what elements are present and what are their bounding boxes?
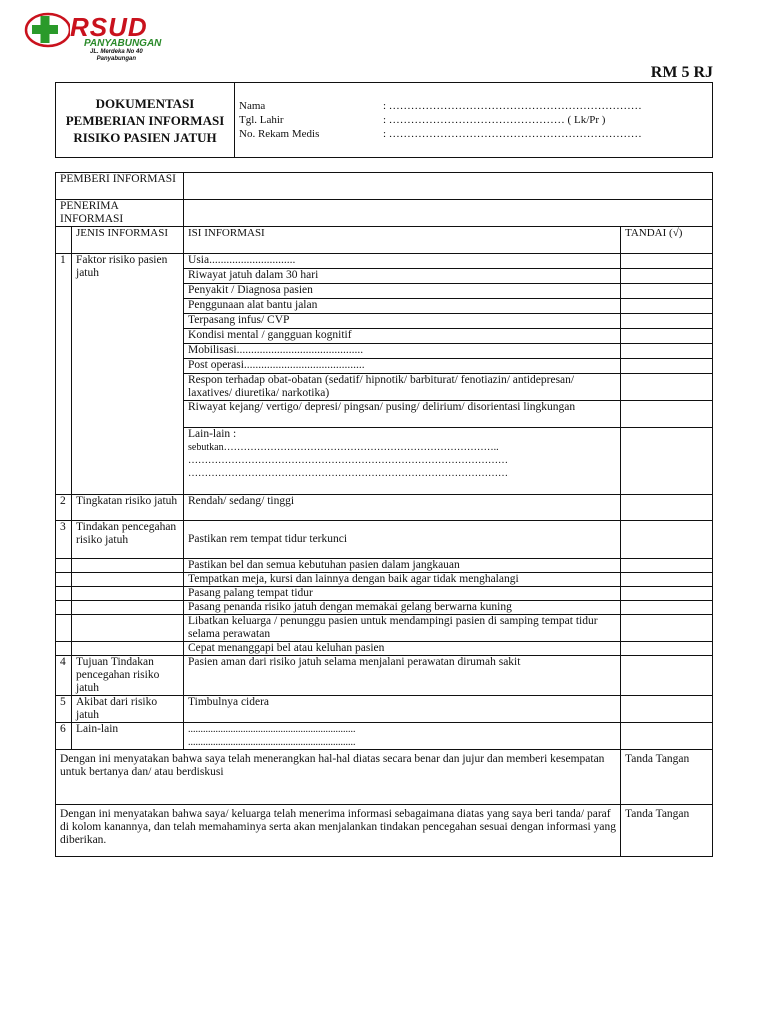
info-item-lain-lain (184, 428, 621, 495)
form-code: RM 5 RJ (650, 64, 713, 81)
info-item-lain-lain (184, 723, 621, 750)
info-item: Kondisi mental / gangguan kognitif (184, 329, 621, 344)
empty-cell (72, 559, 184, 573)
statement-row (56, 805, 713, 857)
info-item: Tempatkan meja, kursi dan lainnya dengan baik agar tidak menghalangi (184, 573, 621, 587)
lain-lain-line[interactable]: …………………………………………………………………………………… (188, 455, 509, 466)
table-row (56, 601, 713, 615)
check-cell[interactable] (621, 269, 713, 284)
check-cell[interactable] (621, 601, 713, 615)
check-cell[interactable] (621, 359, 713, 374)
section-number: 1 (56, 254, 72, 495)
lain-lain-line[interactable]: ................................................................... (188, 737, 356, 748)
field-value[interactable]: : …………………………………………………………… (383, 128, 642, 140)
info-item: Post operasi.......................................... (184, 359, 621, 374)
field-tgl-lahir[interactable] (239, 113, 712, 127)
table-row (56, 521, 713, 559)
empty-cell (72, 615, 184, 642)
empty-cell (56, 587, 72, 601)
signature-label[interactable]: Tanda Tangan (621, 805, 713, 857)
info-item: Terpasang infus/ CVP (184, 314, 621, 329)
empty-cell (72, 601, 184, 615)
table-row (56, 495, 713, 521)
table-row (56, 723, 713, 750)
field-value[interactable]: : ………………………………………… ( Lk/Pr ) (383, 114, 606, 126)
section-label: Faktor risiko pasien jatuh (72, 254, 184, 495)
check-cell[interactable] (621, 344, 713, 359)
lain-lain-line[interactable]: …………………………………………………………………………………… (188, 468, 509, 479)
statement-row (56, 750, 713, 805)
pemberi-label: PEMBERI INFORMASI (56, 173, 184, 200)
table-row (56, 642, 713, 656)
field-value[interactable]: : …………………………………………………………… (383, 100, 642, 112)
pemberi-row (56, 173, 713, 200)
column-header-row (56, 227, 713, 254)
tandai-header: TANDAI (√) (621, 227, 713, 254)
num-header (56, 227, 72, 254)
section-label: Tindakan pencegahan risiko jatuh (72, 521, 184, 559)
statement-text: Dengan ini menyatakan bahwa saya/ keluarga telah menerima informasi sebagaimana diatas yang saya beri tanda/ paraf di kolom kanannya, dan telah memahaminya serta akan menjalankan tindakan pencegahan sesuai dengan informasi yang diberikan. (56, 805, 621, 857)
header-box (55, 82, 713, 158)
logo-address-line-2: Panyabungan (96, 56, 137, 62)
lain-lain-label: Lain-lain : (188, 428, 237, 440)
logo-address-line-1: JL. Merdeka No 40 (90, 49, 143, 55)
info-item: Libatkan keluarga / penunggu pasien untuk mendampingi pasien di samping tempat tidur selama perawatan (184, 615, 621, 642)
table-row (56, 573, 713, 587)
section-number: 5 (56, 696, 72, 723)
logo-subtitle: PANYABUNGAN (84, 38, 162, 49)
logo-address (90, 49, 143, 63)
empty-cell (72, 587, 184, 601)
check-cell[interactable] (621, 495, 713, 521)
info-item: Pasang penanda risiko jatuh dengan memakai gelang berwarna kuning (184, 601, 621, 615)
section-label: Akibat dari risiko jatuh (72, 696, 184, 723)
section-number: 3 (56, 521, 72, 559)
penerima-input[interactable] (184, 200, 713, 227)
lain-lain-line[interactable]: sebutkan……………………………………………………………………….. (188, 442, 499, 453)
empty-cell (56, 559, 72, 573)
information-table (55, 172, 713, 857)
empty-cell (72, 642, 184, 656)
info-item: Pasang palang tempat tidur (184, 587, 621, 601)
check-cell[interactable] (621, 254, 713, 269)
check-cell[interactable] (621, 314, 713, 329)
section-number: 6 (56, 723, 72, 750)
hospital-logo (24, 10, 174, 62)
check-cell[interactable] (621, 723, 713, 750)
check-cell[interactable] (621, 587, 713, 601)
info-item: Mobilisasi............................................ (184, 344, 621, 359)
check-cell[interactable] (621, 573, 713, 587)
penerima-row (56, 200, 713, 227)
field-label: Nama (239, 100, 266, 112)
section-label: Tingkatan risiko jatuh (72, 495, 184, 521)
penerima-label: PENERIMA INFORMASI (56, 200, 184, 227)
check-cell[interactable] (621, 428, 713, 495)
info-item: Penyakit / Diagnosa pasien (184, 284, 621, 299)
table-row (56, 587, 713, 601)
jenis-header: JENIS INFORMASI (72, 227, 184, 254)
patient-fields (235, 83, 712, 157)
section-label: Tujuan Tindakan pencegahan risiko jatuh (72, 656, 184, 696)
pemberi-input[interactable] (184, 173, 713, 200)
field-nama[interactable] (239, 99, 712, 113)
info-item: Pastikan bel dan semua kebutuhan pasien dalam jangkauan (184, 559, 621, 573)
lain-lain-line[interactable]: ................................................................... (188, 724, 356, 735)
green-cross-icon (24, 10, 70, 50)
logo-name: RSUD (70, 12, 148, 42)
empty-cell (72, 573, 184, 587)
check-cell[interactable] (621, 615, 713, 642)
info-item: Riwayat jatuh dalam 30 hari (184, 269, 621, 284)
check-cell[interactable] (621, 299, 713, 314)
field-label: No. Rekam Medis (239, 128, 320, 140)
field-label: Tgl. Lahir (239, 114, 284, 126)
table-row (56, 696, 713, 723)
document-title: DOKUMENTASI PEMBERIAN INFORMASI RISIKO PASIEN JATUH (56, 83, 235, 157)
check-cell[interactable] (621, 401, 713, 428)
info-item: Timbulnya cidera (184, 696, 621, 723)
info-item: Pasien aman dari risiko jatuh selama menjalani perawatan dirumah sakit (184, 656, 621, 696)
check-cell[interactable] (621, 696, 713, 723)
check-cell[interactable] (621, 656, 713, 696)
check-cell[interactable] (621, 559, 713, 573)
check-cell[interactable] (621, 374, 713, 401)
table-row (56, 615, 713, 642)
check-cell[interactable] (621, 521, 713, 559)
info-item: Riwayat kejang/ vertigo/ depresi/ pingsan/ pusing/ delirium/ disorientasi lingkungan (184, 401, 621, 428)
statement-text: Dengan ini menyatakan bahwa saya telah menerangkan hal-hal diatas secara benar dan jujur dan memberi kesempatan untuk bertanya dan/ atau berdiskusi (56, 750, 621, 805)
empty-cell (56, 615, 72, 642)
info-item: Usia.............................. (184, 254, 621, 269)
section-label: Lain-lain (72, 723, 184, 750)
section-number: 4 (56, 656, 72, 696)
check-cell[interactable] (621, 284, 713, 299)
check-cell[interactable] (621, 329, 713, 344)
isi-header: ISI INFORMASI (184, 227, 621, 254)
info-item: Cepat menanggapi bel atau keluhan pasien (184, 642, 621, 656)
signature-label[interactable]: Tanda Tangan (621, 750, 713, 805)
empty-cell (56, 573, 72, 587)
field-no-rekam-medis[interactable] (239, 127, 712, 141)
table-row (56, 254, 713, 269)
check-cell[interactable] (621, 642, 713, 656)
empty-cell (56, 642, 72, 656)
table-row (56, 559, 713, 573)
section-number: 2 (56, 495, 72, 521)
info-item: Penggunaan alat bantu jalan (184, 299, 621, 314)
table-row (56, 656, 713, 696)
info-item: Pastikan rem tempat tidur terkunci (184, 521, 621, 559)
info-item: Respon terhadap obat-obatan (sedatif/ hipnotik/ barbiturat/ fenotiazin/ antidepresan/ laxatives/ diuretika/ narkotika) (184, 374, 621, 401)
empty-cell (56, 601, 72, 615)
info-item: Rendah/ sedang/ tinggi (184, 495, 621, 521)
